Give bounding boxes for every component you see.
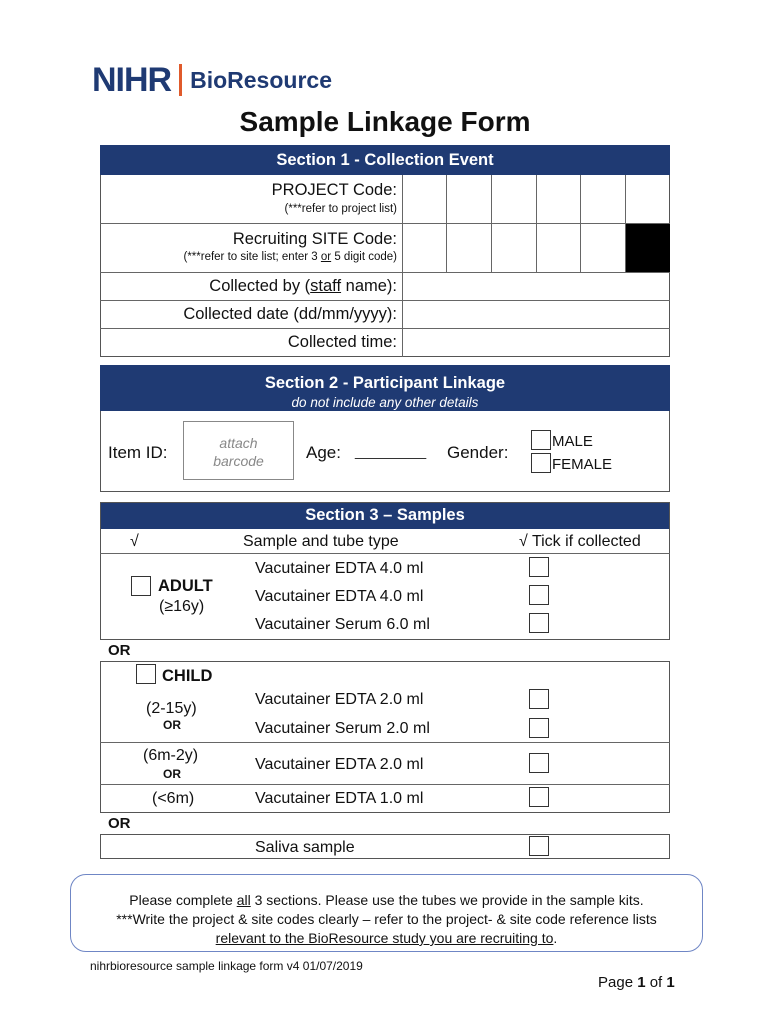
- section3-header: Section 3 – Samples: [100, 502, 670, 529]
- child-age-c: (<6m): [152, 790, 195, 807]
- section1-header: Section 1 - Collection Event: [100, 145, 670, 175]
- child-sample-a2-checkbox[interactable]: [529, 718, 549, 738]
- adult-sample-3-checkbox[interactable]: [529, 613, 549, 633]
- collected-date-label: Collected date (dd/mm/yyyy):: [183, 305, 397, 323]
- collected-date-field[interactable]: [403, 301, 669, 328]
- site-code-cell-3[interactable]: [492, 224, 536, 272]
- note-line-2: ***Write the project & site codes clearly – refer to the project- & site code reference lists: [116, 911, 657, 927]
- saliva-box: [100, 834, 670, 859]
- col-collected-header: √ Tick if collected: [519, 533, 641, 550]
- section2-header: Section 2 - Participant Linkage: [264, 374, 506, 392]
- child-checkbox[interactable]: [136, 664, 156, 684]
- s3-sep: [100, 553, 670, 554]
- saliva-sample: Saliva sample: [255, 839, 355, 856]
- adult-sample-1: Vacutainer EDTA 4.0 ml: [255, 560, 424, 577]
- child-or-b: OR: [163, 767, 181, 781]
- or-label-2: OR: [108, 815, 131, 832]
- project-code-cell-3[interactable]: [492, 176, 536, 223]
- male-checkbox[interactable]: [531, 430, 551, 450]
- adult-sample-1-checkbox[interactable]: [529, 557, 549, 577]
- site-code-blocked-cell: [626, 224, 670, 272]
- child-sample-a2: Vacutainer Serum 2.0 ml: [255, 720, 430, 737]
- child-age-b: (6m-2y): [143, 747, 199, 764]
- adult-age: (≥16y): [159, 598, 205, 615]
- male-label: MALE: [552, 433, 593, 450]
- instructions-note: [70, 874, 703, 952]
- nihr-bioresource-logo: [92, 62, 332, 98]
- page-title: Sample Linkage Form: [239, 106, 531, 137]
- col-sample-header: Sample and tube type: [243, 533, 399, 550]
- child-sample-b: Vacutainer EDTA 2.0 ml: [255, 756, 424, 773]
- note-line-3: relevant to the BioResource study you are recruiting to.: [215, 930, 558, 946]
- project-code-cell-6[interactable]: [626, 176, 669, 223]
- adult-sample-2-checkbox[interactable]: [529, 585, 549, 605]
- project-code-cell-2[interactable]: [447, 176, 491, 223]
- project-code-note: (***refer to project list): [284, 203, 397, 215]
- site-code-cell-2[interactable]: [447, 224, 491, 272]
- adult-sample-3: Vacutainer Serum 6.0 ml: [255, 616, 430, 633]
- adult-checkbox[interactable]: [131, 576, 151, 596]
- project-code-cell-4[interactable]: [537, 176, 580, 223]
- gender-label: Gender:: [447, 443, 509, 462]
- age-field[interactable]: ________: [355, 443, 427, 460]
- child-sep: [100, 784, 670, 785]
- child-sep: [100, 742, 670, 743]
- or-label-1: OR: [108, 642, 131, 659]
- project-code-cell-5[interactable]: [581, 176, 625, 223]
- project-code-cell-1[interactable]: [403, 176, 446, 223]
- logo-bioresource: BioResource: [190, 67, 332, 93]
- site-code-cell-5[interactable]: [581, 224, 625, 272]
- site-code-cell-4[interactable]: [537, 224, 580, 272]
- barcode-text-1: attach: [219, 435, 258, 451]
- collected-time-field[interactable]: [403, 329, 669, 356]
- note-line-1: Please complete all 3 sections. Please use the tubes we provide in the sample kits.: [129, 892, 644, 908]
- item-id-label: Item ID:: [108, 443, 168, 462]
- child-sample-b-checkbox[interactable]: [529, 753, 549, 773]
- female-label: FEMALE: [552, 456, 613, 473]
- barcode-box[interactable]: [183, 421, 294, 480]
- form-version: nihrbioresource sample linkage form v4 01/07/2019: [90, 959, 363, 973]
- collected-by-field[interactable]: [403, 273, 669, 300]
- adult-sample-2: Vacutainer EDTA 4.0 ml: [255, 588, 424, 605]
- project-code-label: PROJECT Code:: [271, 181, 397, 199]
- collected-by-label: Collected by (staff name):: [209, 277, 397, 295]
- col-tick-header: √: [130, 533, 139, 550]
- child-sample-c-checkbox[interactable]: [529, 787, 549, 807]
- page-number: Page 1 of 1: [598, 974, 675, 991]
- child-label: CHILD: [162, 667, 213, 685]
- adult-label: ADULT: [158, 577, 213, 595]
- barcode-text-2: barcode: [213, 453, 264, 469]
- logo-divider: [179, 64, 182, 96]
- child-sample-c: Vacutainer EDTA 1.0 ml: [255, 790, 424, 807]
- female-checkbox[interactable]: [531, 453, 551, 473]
- child-sample-a1-checkbox[interactable]: [529, 689, 549, 709]
- child-age-a: (2-15y): [146, 700, 197, 717]
- child-sample-a1: Vacutainer EDTA 2.0 ml: [255, 691, 424, 708]
- site-code-cell-1[interactable]: [403, 224, 446, 272]
- age-label: Age:: [306, 443, 341, 462]
- saliva-checkbox[interactable]: [529, 836, 549, 856]
- collected-time-label: Collected time:: [287, 333, 397, 351]
- section2-subheader: do not include any other details: [291, 395, 479, 410]
- child-or-a: OR: [163, 718, 181, 732]
- site-code-note: (***refer to site list; enter 3 or 5 digit code): [183, 251, 397, 263]
- site-code-label: Recruiting SITE Code:: [232, 230, 397, 248]
- logo-nihr: NIHR: [92, 61, 172, 99]
